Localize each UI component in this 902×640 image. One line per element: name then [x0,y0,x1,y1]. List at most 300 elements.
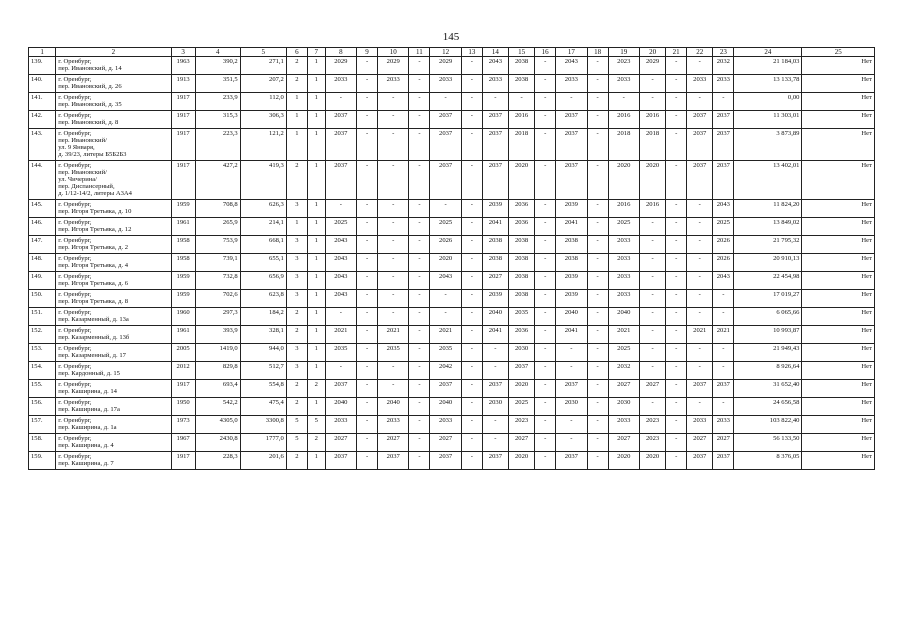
data-cell: - [378,111,409,129]
data-cell: - [535,57,556,75]
data-cell: 3 [286,272,307,290]
data-cell: 1963 [171,57,195,75]
data-cell: 103 822,40 [734,416,802,434]
data-cell: 1 [307,218,325,236]
data-cell: 655,1 [240,254,286,272]
data-cell: - [461,398,482,416]
data-cell: - [713,308,734,326]
row-number: 157. [29,416,56,434]
data-cell: 2042 [430,362,461,380]
address-line: г. Оренбург, [58,309,92,316]
data-cell: - [666,200,687,218]
address-line: пер. Кардонный, д. 15 [58,370,120,377]
row-number: 154. [29,362,56,380]
table-row [29,93,875,111]
data-cell: - [357,129,378,161]
data-cell: 13 133,78 [734,75,802,93]
data-cell: 1 [307,290,325,308]
data-cell: - [713,344,734,362]
data-cell: 623,8 [240,290,286,308]
table-row [29,326,875,344]
data-cell: 2035 [430,344,461,362]
data-cell: - [639,398,665,416]
data-cell: 228,3 [195,452,240,470]
data-cell: - [587,398,608,416]
column-number: 20 [639,48,665,57]
data-cell: 1917 [171,111,195,129]
data-cell: 732,8 [195,272,240,290]
table-row [29,129,875,161]
data-cell: - [535,434,556,452]
data-cell: - [325,362,356,380]
data-cell: 739,1 [195,254,240,272]
data-cell: 184,2 [240,308,286,326]
data-cell: - [357,254,378,272]
address-line: пер. Казарменный, д. 13а [58,316,129,323]
data-cell: - [357,236,378,254]
data-cell: - [461,57,482,75]
address-line: г. Оренбург, [58,255,92,262]
data-cell: - [409,344,430,362]
data-cell: 427,2 [195,161,240,200]
data-cell: - [325,93,356,111]
data-cell: 2041 [482,326,508,344]
data-cell: - [535,254,556,272]
data-cell: - [587,452,608,470]
address-line: пер. Ивановский, д. 8 [58,119,119,126]
data-cell: 2037 [687,452,713,470]
data-cell: 2033 [430,75,461,93]
data-cell: 2030 [556,398,587,416]
address-line: пер. Ивановский, д. 35 [58,101,122,108]
data-cell: - [461,111,482,129]
data-cell: - [357,380,378,398]
data-cell: - [666,452,687,470]
data-cell: - [482,362,508,380]
data-cell: - [357,161,378,200]
column-number: 4 [195,48,240,57]
data-cell: 8 926,64 [734,362,802,380]
address-line: г. Оренбург, [58,327,92,334]
data-cell: 2 [286,452,307,470]
data-cell: - [556,434,587,452]
data-cell: Нет [802,161,875,200]
data-cell: - [666,434,687,452]
address-cell [56,236,171,254]
data-cell: 542,2 [195,398,240,416]
data-cell: 2029 [378,57,409,75]
data-cell: 2038 [509,290,535,308]
data-cell: Нет [802,326,875,344]
data-cell: - [587,254,608,272]
data-cell: 1961 [171,218,195,236]
data-cell: - [482,344,508,362]
data-cell: 2033 [325,75,356,93]
row-number: 158. [29,434,56,452]
address-line: пер. Игоря Третьяка, д. 6 [58,280,129,287]
data-cell: 2040 [556,308,587,326]
address-line: г. Оренбург, [58,453,92,460]
data-cell: - [378,362,409,380]
data-cell: - [409,398,430,416]
data-cell: 214,1 [240,218,286,236]
data-cell: 2037 [713,129,734,161]
data-cell: - [461,272,482,290]
column-number: 3 [171,48,195,57]
table-row [29,416,875,434]
data-cell: 2040 [325,398,356,416]
address-line: г. Оренбург, [58,201,92,208]
data-cell: 1 [307,75,325,93]
data-cell: 3 [286,344,307,362]
data-cell: - [639,344,665,362]
address-line: г. Оренбург, [58,58,92,65]
data-cell: 2037 [378,452,409,470]
data-cell: Нет [802,200,875,218]
data-cell: 271,1 [240,57,286,75]
table-row [29,344,875,362]
data-cell: 2039 [482,290,508,308]
data-cell: 2037 [430,452,461,470]
data-cell: 13 849,02 [734,218,802,236]
data-cell: 2025 [713,218,734,236]
address-line: д. 39/23, литеры Б5Б2Б3 [58,151,127,158]
data-cell: 3 [286,254,307,272]
data-cell: 2027 [687,434,713,452]
data-cell: - [357,362,378,380]
address-line: г. Оренбург, [58,291,92,298]
data-cell: - [639,362,665,380]
data-cell: 2018 [639,129,665,161]
data-cell: 2037 [430,380,461,398]
data-cell: 2037 [430,161,461,200]
address-cell [56,111,171,129]
data-cell: 1973 [171,416,195,434]
data-cell: 2 [286,57,307,75]
data-cell: 1 [307,200,325,218]
data-cell: - [666,380,687,398]
data-cell: 1913 [171,75,195,93]
data-cell: 1 [307,344,325,362]
data-cell: 2027 [608,434,639,452]
data-cell: 1958 [171,254,195,272]
data-cell: 2027 [608,380,639,398]
row-number: 155. [29,380,56,398]
address-line: г. Оренбург, [58,130,92,137]
data-cell: 2020 [639,452,665,470]
address-cell [56,398,171,416]
address-line: пер. Игоря Третьяка, д. 10 [58,208,132,215]
data-cell: 2 [286,161,307,200]
data-cell: - [461,434,482,452]
data-cell: Нет [802,129,875,161]
data-cell: 2029 [325,57,356,75]
address-line: пер. Ивановский/ [58,137,107,144]
data-cell: 2038 [482,236,508,254]
data-cell: - [357,452,378,470]
data-cell: 265,9 [195,218,240,236]
data-cell: 2038 [509,236,535,254]
data-cell: 297,3 [195,308,240,326]
data-cell: - [357,398,378,416]
address-line: пер. Ивановский/ [58,169,107,176]
row-number: 141. [29,93,56,111]
data-cell: 2027 [482,272,508,290]
data-cell: 2036 [509,200,535,218]
data-cell: 2036 [509,218,535,236]
data-cell: - [639,290,665,308]
row-number: 146. [29,218,56,236]
data-cell: - [461,344,482,362]
data-cell: 2043 [556,57,587,75]
address-line: пер. Казарменный, д. 17 [58,352,126,359]
column-number: 12 [430,48,461,57]
data-cell: - [666,236,687,254]
data-cell: Нет [802,434,875,452]
page-number: 145 [442,31,460,43]
data-cell: - [639,75,665,93]
table-row [29,111,875,129]
data-cell: - [639,326,665,344]
data-cell: 3 [286,200,307,218]
data-cell: - [535,326,556,344]
data-cell: - [587,75,608,93]
column-number: 15 [509,48,535,57]
data-cell: 21 949,43 [734,344,802,362]
address-cell [56,129,171,161]
data-cell: Нет [802,254,875,272]
data-cell: 351,5 [195,75,240,93]
data-cell: 2023 [639,416,665,434]
data-cell: 2035 [378,344,409,362]
row-number: 152. [29,326,56,344]
data-cell: - [409,272,430,290]
data-cell: 223,3 [195,129,240,161]
data-cell: 2026 [430,236,461,254]
data-cell: 2039 [556,272,587,290]
data-cell: - [556,362,587,380]
data-cell: - [409,129,430,161]
data-cell: - [666,272,687,290]
data-cell: 2016 [639,111,665,129]
data-cell: 2037 [430,129,461,161]
data-cell: 2033 [608,254,639,272]
data-cell: 2027 [325,434,356,452]
address-line: ул. Чичерина/ [58,176,98,183]
data-cell: - [409,75,430,93]
data-cell: 2043 [325,236,356,254]
data-cell: 2025 [509,398,535,416]
data-cell: 3 [286,362,307,380]
data-cell: - [639,272,665,290]
data-cell: - [713,362,734,380]
data-cell: 2037 [430,111,461,129]
data-cell: - [587,129,608,161]
data-cell: 3 [286,290,307,308]
data-cell: 3300,8 [240,416,286,434]
column-number: 23 [713,48,734,57]
column-number: 9 [357,48,378,57]
address-line: пер. Каширина, д. 7 [58,460,114,467]
data-cell: - [608,93,639,111]
data-cell: 1959 [171,272,195,290]
data-cell: - [687,236,713,254]
data-cell: - [409,161,430,200]
data-cell: 2027 [378,434,409,452]
data-cell: 2023 [639,434,665,452]
address-line: пер. Каширина, д. 17а [58,406,120,413]
row-number: 159. [29,452,56,470]
data-cell: - [556,344,587,362]
data-cell: - [687,93,713,111]
data-cell: 1959 [171,290,195,308]
address-line: ул. 9 Января, [58,144,95,151]
data-cell: 17 019,27 [734,290,802,308]
data-cell: - [687,308,713,326]
data-cell: - [325,308,356,326]
address-line: пер. Каширина, д. 4 [58,442,114,449]
data-cell: 2023 [509,416,535,434]
data-cell: 2020 [509,452,535,470]
data-cell: - [535,93,556,111]
data-cell: 2 [286,380,307,398]
data-cell: - [587,308,608,326]
data-cell: - [357,416,378,434]
data-cell: - [409,380,430,398]
data-cell: - [409,200,430,218]
data-cell: 2037 [482,161,508,200]
data-cell: Нет [802,111,875,129]
data-cell: - [587,93,608,111]
data-cell: 2036 [509,326,535,344]
data-cell: 1917 [171,380,195,398]
data-cell: 626,3 [240,200,286,218]
data-cell: - [587,57,608,75]
address-cell [56,434,171,452]
data-cell: 2430,8 [195,434,240,452]
data-cell: 1958 [171,236,195,254]
data-cell: - [687,200,713,218]
address-line: пер. Игоря Третьяка, д. 4 [58,262,129,269]
data-cell: - [587,380,608,398]
data-cell: - [357,344,378,362]
data-cell: 2037 [325,380,356,398]
data-cell: 2033 [430,416,461,434]
data-cell: Нет [802,75,875,93]
data-cell: - [713,398,734,416]
data-cell: - [535,218,556,236]
data-cell: - [461,308,482,326]
data-cell: - [535,129,556,161]
data-cell: - [409,452,430,470]
data-cell: 2027 [509,434,535,452]
data-cell: - [687,344,713,362]
data-cell: Нет [802,218,875,236]
data-cell: 419,3 [240,161,286,200]
address-cell [56,75,171,93]
data-cell: - [535,308,556,326]
table-row [29,218,875,236]
data-cell: - [378,290,409,308]
data-cell: - [687,57,713,75]
data-cell: 2037 [713,161,734,200]
data-cell: 2033 [482,75,508,93]
data-cell: 3 [286,236,307,254]
data-cell: 2005 [171,344,195,362]
data-cell: 2040 [378,398,409,416]
data-cell: 2 [307,434,325,452]
data-cell: - [687,362,713,380]
column-number: 17 [556,48,587,57]
data-cell: - [482,416,508,434]
data-cell: 2021 [713,326,734,344]
data-cell: - [666,290,687,308]
data-cell: 0,00 [734,93,802,111]
data-cell: 3 873,89 [734,129,802,161]
data-cell: Нет [802,398,875,416]
data-cell: 2037 [325,161,356,200]
address-cell [56,290,171,308]
data-cell: 112,0 [240,93,286,111]
data-cell: 1 [307,308,325,326]
data-cell: - [587,416,608,434]
data-cell: - [461,362,482,380]
data-cell: 2043 [325,272,356,290]
data-cell: Нет [802,57,875,75]
address-line: г. Оренбург, [58,381,92,388]
data-cell: - [687,218,713,236]
data-cell: 306,3 [240,111,286,129]
data-cell: - [409,434,430,452]
data-cell: 2033 [378,416,409,434]
data-cell: Нет [802,272,875,290]
address-cell [56,254,171,272]
data-cell: 2025 [608,218,639,236]
data-cell: 31 652,40 [734,380,802,398]
data-cell: 2021 [325,326,356,344]
data-cell: 1 [286,111,307,129]
data-cell: 2040 [430,398,461,416]
data-cell: 2037 [482,452,508,470]
data-cell: - [378,129,409,161]
data-cell: 2 [286,398,307,416]
data-cell: - [587,272,608,290]
table-row [29,362,875,380]
column-number: 14 [482,48,508,57]
table-row [29,452,875,470]
data-cell: 2037 [687,111,713,129]
data-cell: 201,6 [240,452,286,470]
data-cell: 2037 [687,380,713,398]
data-cell: - [666,254,687,272]
data-cell: - [378,272,409,290]
data-cell: - [357,93,378,111]
data-cell: 2027 [430,434,461,452]
row-number: 145. [29,200,56,218]
data-cell: 2038 [509,254,535,272]
row-number: 142. [29,111,56,129]
address-line: г. Оренбург, [58,237,92,244]
data-cell: 2035 [325,344,356,362]
data-cell: 1 [307,326,325,344]
data-cell: - [587,344,608,362]
data-cell: 2037 [687,161,713,200]
data-cell: - [357,308,378,326]
table-row [29,272,875,290]
row-number: 147. [29,236,56,254]
data-cell: - [357,218,378,236]
address-cell [56,344,171,362]
